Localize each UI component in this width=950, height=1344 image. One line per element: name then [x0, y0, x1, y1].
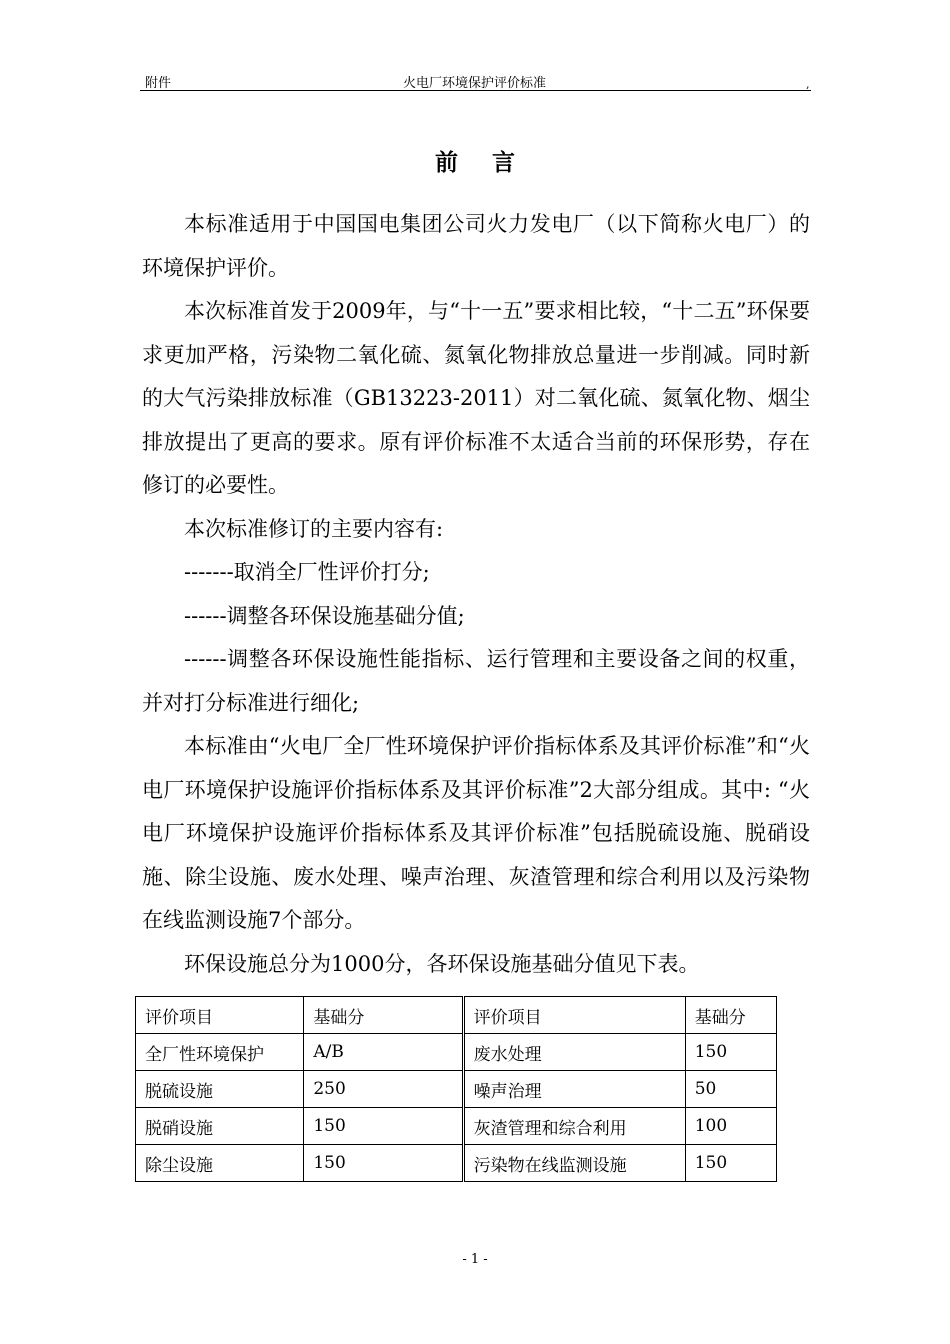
table-row: [136, 1145, 777, 1182]
table-header-row: [136, 997, 777, 1034]
table-cell: 基础分: [685, 997, 776, 1034]
base-score-table: [135, 996, 777, 1182]
table-cell: 100: [685, 1108, 776, 1145]
paragraph: 本标准由“火电厂全厂性环境保护评价指标体系及其评价标准”和“火电厂环境保护设施评价指标体系及其评价标准”2大部分组成。其中: “火电厂环境保护设施评价指标体系及其评价标准”包括脱硫设施、脱硝设施、除尘设施、废水处理、噪声治理、灰渣管理和综合利用以及污染物在线监测设施7个部分。: [142, 734, 810, 932]
paragraph: 本标准适用于中国国电集团公司火力发电厂（以下简称火电厂）的环境保护评价。: [142, 212, 810, 280]
table-cell: 脱硫设施: [136, 1071, 304, 1108]
paragraph: -------取消全厂性评价打分;: [184, 560, 430, 584]
table-cell: 50: [685, 1071, 776, 1108]
table-row: [136, 1034, 777, 1071]
header-mark: ,: [806, 78, 810, 91]
table-cell: 废水处理: [463, 1034, 685, 1071]
header-document-title: 火电厂环境保护评价标准: [403, 76, 547, 91]
page-title: 前言: [435, 149, 549, 176]
table-cell: A/B: [304, 1034, 463, 1071]
body-text: [142, 203, 810, 986]
table-cell: 除尘设施: [136, 1145, 304, 1182]
table-cell: 脱硝设施: [136, 1108, 304, 1145]
paragraph: 本次标准修订的主要内容有:: [184, 516, 444, 541]
table-row: [136, 1071, 777, 1108]
table-cell: 250: [304, 1071, 463, 1108]
table-cell: 灰渣管理和综合利用: [463, 1108, 685, 1145]
header-left-label: 附件: [145, 76, 172, 91]
table-cell: 基础分: [304, 997, 463, 1034]
paragraph: 环保设施总分为1000分，各环保设施基础分值见下表。: [184, 951, 700, 976]
header-rule: [140, 90, 811, 91]
paragraph: 本次标准首发于2009年，与“十一五”要求相比较，“十二五”环保要求更加严格，污染物二氧化硫、氮氧化物排放总量进一步削减。同时新的大气污染排放标准（GB13223-2011）对二氧化硫、氮氧化物、烟尘排放提出了更高的要求。原有评价标准不太适合当前的环保形势，存在修订的必要性。: [142, 299, 810, 497]
table-cell: 150: [304, 1108, 463, 1145]
paragraph: ------调整各环保设施基础分值;: [184, 603, 465, 628]
table-row: [136, 1108, 777, 1145]
table-cell: 150: [304, 1145, 463, 1182]
table-cell: 评价项目: [463, 997, 685, 1034]
page-number: - 1 -: [462, 1252, 488, 1267]
paragraph: ------调整各环保设施性能指标、运行管理和主要设备之间的权重，并对打分标准进行细化;: [142, 647, 810, 715]
table-cell: 150: [685, 1034, 776, 1071]
table-cell: 评价项目: [136, 997, 304, 1034]
table-cell: 150: [685, 1145, 776, 1182]
table-cell: 污染物在线监测设施: [463, 1145, 685, 1182]
table-cell: 全厂性环境保护: [136, 1034, 304, 1071]
table-cell: 噪声治理: [463, 1071, 685, 1108]
